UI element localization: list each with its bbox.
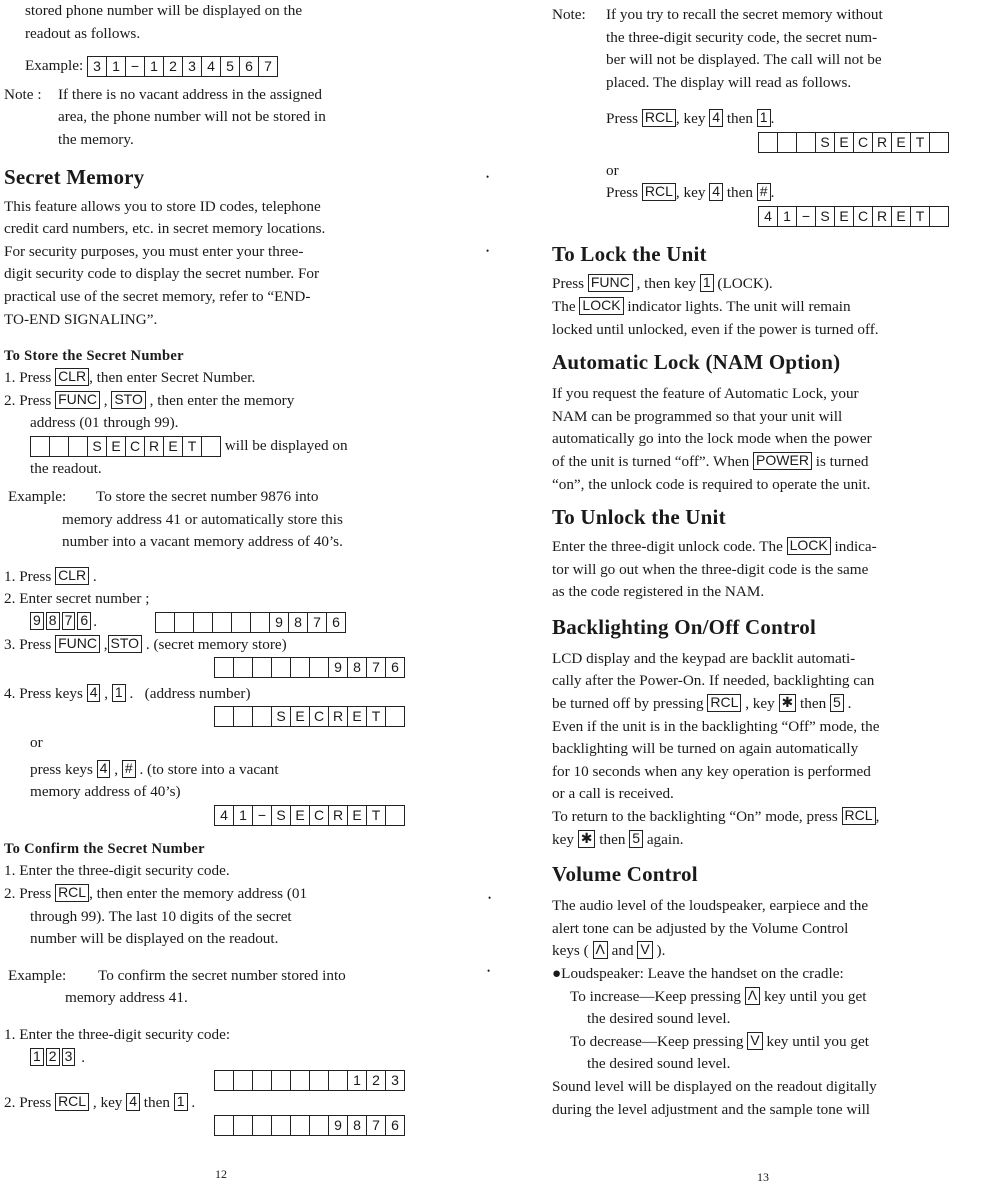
lcd-display [155,612,346,633]
volume-down-key: V [637,941,652,959]
lcd-cell: T [366,806,385,825]
lcd-cell [201,437,220,456]
lcd-cell: 8 [347,1116,366,1135]
func-key: FUNC [55,635,100,653]
lcd-cell: E [106,437,125,456]
step: 2. Press RCL , key 4 then 1 . [4,1092,196,1111]
step: 2. Press RCL , then enter the memory address (01 [4,884,308,902]
key-4: 4 [97,760,111,778]
intro-line: stored phone number will be displayed on the [25,2,303,19]
func-key: FUNC [588,274,633,292]
paragraph: Enter the three-digit unlock code. The LOCK indica- tor will go out when the three-digit code is the same as the code registered in the NAM. [552,537,877,601]
digit-key: 8 [46,612,60,630]
lcd-cell: 4 [764,207,772,224]
hash-key: # [757,183,771,201]
lcd-cell: 6 [385,658,404,677]
lock-indicator: LOCK [579,297,623,315]
lcd-cell [68,437,87,456]
lcd-cell: C [853,133,872,152]
lcd-cell [309,658,328,677]
lcd-cell: 7 [366,1116,385,1135]
rcl-key: RCL [842,807,876,825]
paragraph: LCD display and the keypad are backlit automati- cally after the Power-On. If needed, backlighting can be turned off by pressing RCL , key ✱ then 5 . Even if the unit is in the backlighting “Off” mode, the backlighting will be turned on again automatically for 10 seconds when any key operation is performed or a call is received. To return to the backlighting “On” mode, press RCL , key ✱ then 5 again. [552,649,880,848]
power-key: POWER [753,452,812,470]
lcd-cell: R [328,806,347,825]
lcd-cell [174,613,193,632]
digit-keys [30,1049,77,1066]
lcd-cell: 3 [93,58,101,75]
subsection-heading: To Store the Secret Number [4,348,184,365]
lcd-cell: 1 [347,1071,366,1090]
lcd-cell: − [125,57,144,76]
step: 2. Enter secret number ; [4,590,150,608]
lcd-cell: 5 [220,57,239,76]
lcd-display [214,706,405,727]
digit-key: 3 [62,1048,76,1066]
lcd-cell [252,707,271,726]
lcd-cell: 4 [220,806,228,823]
lcd-cell [328,1071,347,1090]
lcd-cell [233,1116,252,1135]
key-4: 4 [709,109,723,127]
example-block: Example: To confirm the secret number stored into memory address 41. [8,966,346,1007]
lcd-cell: 7 [366,658,385,677]
lcd-cell [385,806,404,825]
lcd-cell: 9 [269,613,288,632]
left-page: stored phone number will be displayed on the readout as follows. Example: 3 1 − 1 2 3 4 5 6 7 Note : If there is no vacant address in the assigned area, the phone number will not be stored in the memory. Secret Memory This feature allows you to store ID codes, telephone credit card numbers, etc. in secret memory locations. For security purposes, you must enter your three- digit security code to display the secret number. For practical use of the secret memory, refer to “END- TO-END SIGNALING”. To Store the Secret Number 1. Press CLR , then enter Secret Number. 2. Press FUNC , STO , then enter the memory address (01 through 99). S E C R E T will be displayed on the readout. Example: To store the secret number 9876 into memory address 41 or automatically store this number into a vacant memory address of 40’s. 1. Press CLR . 2. Enter secret number ; 9 8 7 6 . 9 8 7 6 3. Press FUNC , STO . (secret memory store) 9 8 7 6 4. Press keys 4 , 1 . (address number) S E C R E T or press keys 4 , # . (to store into a vacant memory address of 40’s) 4 1 − S E C R E T To Confirm the Secret Number 1. Enter the three-digit security code. 2. Press RCL , then enter the memory address (01 through 99). The last 10 digits of the secret number will be displayed on the readout. Example: To confirm the secret number stored into memory address 41. 1. Enter the three-digit security code: 1 2 3 . 1 2 3 2. Press RCL , key 4 then 1 . 9 8 7 6 [4,0,426,1137]
lcd-cell: T [910,133,929,152]
example-block: Example: To store the secret number 9876 into memory address 41 or automatically store this number into a vacant memory address of 40’s. [8,488,343,551]
lcd-cell [252,1116,271,1135]
lcd-cell [271,1116,290,1135]
lcd-cell: 4 [201,57,220,76]
step: 4. Press keys 4 , 1 . (address number) [4,683,251,702]
lcd-display [30,436,221,457]
lcd-cell [290,1071,309,1090]
lcd-cell: − [252,806,271,825]
right-page: Note: If you try to recall the secret memory without the three-digit security code, the secret num- ber will not be displayed. The call will not be placed. The display will read as follows. Press RCL , key 4 then 1 . S E C R E T or Press RCL , key 4 then # . 4 1 − S E C R E T To Lock the Unit Press FUNC , then key 1 (LOCK). The LOCK indicator lights. The unit will remain locked until unlocked, even if the power is turned off. Automatic Lock (NAM Option) If you request the feature of Automatic Lock, your NAM can be programmed so that your unit will automatically go into the lock mode when the power of the unit is turned “off”. When POWER is turned “on”, the unlock code is required to operate the unit. To Unlock the Unit Enter the three-digit unlock code. The LOCK indica- tor will go out when the three-digit code is the same as the code registered in the NAM. Backlighting On/Off Control LCD display and the keypad are backlit automati- cally after the Power-On. If needed, backlighting can be turned off by pressing RCL , key ✱ then 5 . Even if the unit is in the backlighting “Off” mode, the backlighting will be turned on again automatically for 10 seconds when any key operation is performed or a call is received. To return to the backlighting “On” mode, press RCL , key ✱ then 5 again. Volume Control The audio level of the loudspeaker, earpiece and the alert tone can be adjusted by the Volume Control keys ( Λ and V ). ●Loudspeaker: Leave the handset on the cradle: To increase—Keep pressing Λ key until you get the desired sound level. To decrease—Keep pressing V key until you get the desired sound level. Sound level will be displayed on the readout digitally during the level adjustment and the sample tone will [552,0,980,1121]
lock-indicator: LOCK [787,537,831,555]
section-heading: To Lock the Unit [552,242,707,267]
lcd-cell [796,133,815,152]
digit-keys [30,613,93,630]
intro-line: readout as follows. [25,24,141,42]
lcd-cell: R [872,207,891,226]
hash-key: # [122,760,136,778]
lcd-cell: 3 [182,57,201,76]
lcd-cell: 2 [163,57,182,76]
lcd-cell: E [834,207,853,226]
lcd-cell: E [347,707,366,726]
lcd-cell [309,1071,328,1090]
lcd-cell [233,1071,252,1090]
digit-key: 2 [46,1048,60,1066]
volume-down-key: V [747,1032,762,1050]
lcd-cell: 9 [328,658,347,677]
lcd-cell: 8 [288,613,307,632]
paragraph: Press FUNC , then key 1 (LOCK). The LOCK indicator lights. The unit will remain locked until unlocked, even if the power is turned off. [552,274,879,338]
lcd-cell [252,658,271,677]
section-heading: To Unlock the Unit [552,505,726,530]
lcd-cell [385,707,404,726]
lcd-cell: 2 [366,1071,385,1090]
key-5: 5 [629,830,643,848]
lcd-cell: 1 [777,207,796,226]
lcd-cell: 8 [347,658,366,677]
lcd-cell [231,613,250,632]
lcd-cell [233,658,252,677]
key-4: 4 [709,183,723,201]
lcd-display [758,132,949,153]
lcd-cell: E [891,133,910,152]
sto-key: STO [111,391,146,409]
lcd-cell: R [144,437,163,456]
digit-key: 7 [62,612,76,630]
lcd-cell [929,133,948,152]
lcd-cell [215,658,233,677]
lcd-cell [233,707,252,726]
page-number: 13 [757,1170,769,1184]
lcd-cell: R [872,133,891,152]
func-key: FUNC [55,391,100,409]
step: 3. Press FUNC , STO . (secret memory store) [4,634,287,653]
volume-up-key: Λ [745,987,760,1005]
lcd-cell: C [125,437,144,456]
sto-key: STO [108,635,143,653]
lcd-cell [759,133,777,152]
lcd-cell: E [891,207,910,226]
lcd-cell: C [309,806,328,825]
lcd-display [214,657,405,678]
rcl-key: RCL [55,884,89,902]
rcl-key: RCL [55,1093,89,1111]
lcd-cell: E [163,437,182,456]
lcd-cell [215,1116,233,1135]
volume-up-key: Λ [593,941,608,959]
key-1: 1 [174,1093,188,1111]
clr-key: CLR [55,368,89,386]
note-block: Note : If there is no vacant address in the assigned area, the phone number will not be stored in the memory. [4,85,326,148]
example-line: Example: 3 1 − 1 2 3 4 5 6 7 [25,55,426,78]
lcd-cell [31,437,49,456]
lcd-cell [156,613,174,632]
section-heading: Automatic Lock (NAM Option) [552,350,841,375]
scan-mark: • [487,966,491,976]
lcd-cell: E [834,133,853,152]
lcd-cell: 1 [233,806,252,825]
lcd-cell: T [366,707,385,726]
scan-mark: • [486,172,490,182]
lcd-cell: C [309,707,328,726]
lcd-cell [215,1071,233,1090]
lcd-cell [290,658,309,677]
lcd-cell: E [290,806,309,825]
lcd-cell [252,1071,271,1090]
note-block: Note: If you try to recall the secret memory without the three-digit security code, the secret num- ber will not be displayed. The call will not be placed. The display will read as follows. [552,6,883,91]
step: 1. Press CLR , then enter Secret Number. [4,368,256,387]
key-1: 1 [757,109,771,127]
subsection-heading: To Confirm the Secret Number [4,841,205,858]
lcd-cell [212,613,231,632]
rcl-key: RCL [707,694,741,712]
rcl-key: RCL [642,109,676,127]
lcd-cell: 7 [258,57,277,76]
lcd-cell [309,1116,328,1135]
section-heading: Backlighting On/Off Control [552,614,817,639]
lcd-cell: 1 [106,57,125,76]
lcd-display [87,56,278,77]
lcd-cell: S [815,133,834,152]
lcd-cell: S [271,806,290,825]
lcd-cell [215,707,233,726]
paragraph: The audio level of the loudspeaker, earpiece and the alert tone can be adjusted by the Volume Control keys ( Λ and V ). ●Loudspeaker: Leave the handset on the cradle: To increase—Keep pressing Λ key until you get the desired sound level. To decrease—Keep pressing V key until you get the desired sound level. Sound level will be displayed on the readout digitally during the level adjustment and the sample tone will [552,895,980,1121]
lcd-cell: T [910,207,929,226]
section-heading: Volume Control [552,862,698,887]
lcd-cell: 6 [326,613,345,632]
key-1: 1 [700,274,714,292]
digit-key: 6 [77,612,91,630]
lcd-cell [271,658,290,677]
lcd-display [214,1115,405,1136]
bullet: ●Loudspeaker: Leave the handset on the cradle: [552,965,844,982]
lcd-cell: 6 [385,1116,404,1135]
star-key: ✱ [779,694,797,712]
key-5: 5 [830,694,844,712]
lcd-display [758,206,949,227]
digit-key: 9 [30,612,44,630]
page-number: 12 [215,1167,227,1181]
lcd-cell: 6 [239,57,258,76]
lcd-cell [193,613,212,632]
lcd-cell: − [796,207,815,226]
clr-key: CLR [55,567,89,585]
lcd-cell: S [815,207,834,226]
lcd-display [214,1070,405,1091]
step: 1. Enter the three-digit security code. [4,862,230,880]
lcd-cell: C [853,207,872,226]
lcd-cell: 7 [307,613,326,632]
lcd-cell: 9 [328,1116,347,1135]
star-key: ✱ [578,830,596,848]
lcd-cell: E [347,806,366,825]
step: 1. Enter the three-digit security code: [4,1025,231,1043]
step: 2. Press FUNC , STO , then enter the memory [4,390,295,409]
lcd-cell: R [328,707,347,726]
section-heading: Secret Memory [4,164,145,189]
lcd-cell [290,1116,309,1135]
paragraph: If you request the feature of Automatic Lock, your NAM can be programmed so that your unit will automatically go into the lock mode when the power of the unit is turned “off”. When POWER is turned “on”, the unlock code is required to operate the unit. [552,385,872,493]
lcd-cell: 3 [385,1071,404,1090]
key-4: 4 [126,1093,140,1111]
paragraph: This feature allows you to store ID codes, telephone credit card numbers, etc. in secret memory locations. For security purposes, you must enter your three- digit security code to display the secret number. For practical use of the secret memory, refer to “END- TO-END SIGNALING”. [4,197,326,328]
lcd-cell: E [290,707,309,726]
lcd-cell [929,207,948,226]
key-1: 1 [112,684,126,702]
lcd-cell [250,613,269,632]
scan-mark: • [488,893,492,903]
rcl-key: RCL [642,183,676,201]
lcd-cell: 1 [144,57,163,76]
digit-key: 1 [30,1048,44,1066]
scan-mark: • [486,246,490,256]
lcd-cell: S [271,707,290,726]
lcd-display [214,805,405,826]
lcd-cell [777,133,796,152]
lcd-cell: T [182,437,201,456]
key-4: 4 [87,684,101,702]
step: 1. Press CLR . [4,566,97,585]
lcd-cell [49,437,68,456]
lcd-cell [271,1071,290,1090]
lcd-cell: S [87,437,106,456]
